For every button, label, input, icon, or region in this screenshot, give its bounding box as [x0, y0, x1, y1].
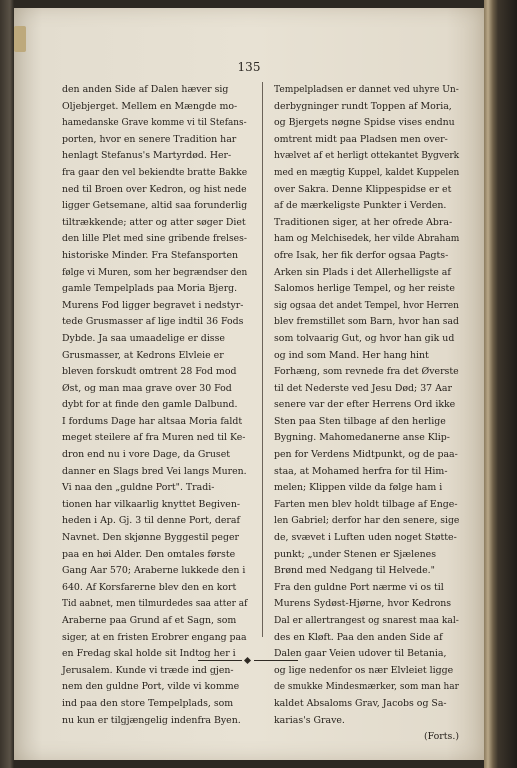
text-line: sig ogsaa det andet Tempel, hvor Herren	[274, 299, 459, 311]
text-line: Jerusalem. Kunde vi træde ind gjen-	[62, 664, 234, 676]
text-line: og ind som Mand. Her hang hint	[274, 349, 429, 361]
text-line: siger, at en fristen Erobrer engang paa	[62, 631, 247, 643]
left-text-column	[62, 82, 247, 729]
text-line: med en mægtig Kuppel, kaldet Kuppelen	[274, 166, 460, 178]
text-line: Murens Fod ligger begravet i nedstyr-	[62, 299, 244, 311]
text-line: tiltrækkende; atter og atter søger Diet	[62, 216, 246, 228]
text-line: kaldet Absaloms Grav, Jacobs og Sa-	[274, 697, 447, 709]
text-line: 640. Af Korsfarerne blev den en kort	[62, 581, 237, 593]
text-line: melen; Klippen vilde da følge ham i	[274, 482, 443, 494]
text-line: dybt for at finde den gamle Dalbund.	[62, 399, 238, 411]
text-line: Forhæng, som revnede fra det Øverste	[274, 366, 459, 378]
right-text-column	[274, 82, 459, 746]
text-line: punkt; „under Stenen er Sjælenes	[274, 548, 437, 560]
ornament-right-rule	[254, 660, 298, 661]
text-line: nem den guldne Port, vilde vi komme	[62, 681, 240, 693]
text-line: porten, hvor en senere Tradition har	[62, 133, 237, 145]
text-line: følge vi Muren, som her begrændser den	[62, 266, 248, 278]
text-line: Vi naa den „guldne Port". Tradi-	[62, 482, 215, 494]
text-line: dron end nu i vore Dage, da Gruset	[62, 449, 231, 461]
text-line: Tempelpladsen er dannet ved uhyre Un-	[274, 84, 459, 95]
text-line: ligger Getsemane, altid saa forunderlig	[62, 200, 248, 212]
text-line: tionen har vilkaarlig knyttet Begiven-	[62, 498, 241, 510]
text-line: fra gaar den vel bekiendte bratte Bakke	[62, 166, 248, 178]
text-line: Dalen gaar Veien udover til Betania,	[274, 648, 447, 660]
text-line: Brønd med Nedgang til Helvede."	[274, 565, 435, 577]
text-line: over Sakra. Denne Klippespidse er et	[274, 183, 452, 195]
text-line: Salomos herlige Tempel, og her reiste	[274, 283, 455, 295]
text-line: til det Nederste ved Jesu Død; 37 Aar	[274, 382, 452, 394]
text-line: bleven forskudt omtrent 28 Fod mod	[62, 366, 237, 378]
text-line: som tolvaarig Gut, og hvor han gik ud	[274, 332, 455, 344]
text-line: Gang Aar 570; Araberne lukkede den i	[62, 565, 246, 577]
page-number: 135	[237, 60, 261, 74]
text-line: Sten paa Sten tilbage af den herlige	[274, 415, 446, 427]
ornament-left-rule	[198, 660, 242, 661]
text-line: blev fremstillet som Barn, hvor han sad	[274, 316, 459, 328]
text-line: pen for Verdens Midtpunkt, og de paa-	[274, 449, 458, 461]
text-line: Murens Sydøst-Hjørne, hvor Kedrons	[274, 598, 452, 610]
text-line: og lige nedenfor os nær Elvleiet ligge	[274, 664, 454, 676]
text-line: tede Grusmasser af lige indtil 36 Fods	[62, 316, 244, 328]
text-line: Arken sin Plads i det Allerhelligste af	[274, 266, 451, 278]
text-line: den anden Side af Dalen hæver sig	[62, 84, 229, 95]
text-line: Oljebjerget. Mellem en Mængde mo-	[62, 100, 238, 112]
text-line: paa en høi Alder. Den omtales første	[62, 548, 236, 560]
text-line: nu kun er tilgjængelig indenfra Byen.	[62, 714, 241, 726]
text-line: Tid aabnet, men tilmurdedes saa atter af	[62, 598, 248, 610]
text-line: ham og Melchisedek, her vilde Abraham	[274, 233, 460, 245]
text-line: Dal er allertrangest og snarest maa kal-	[274, 615, 459, 626]
book-spine-edge	[484, 0, 517, 768]
text-line: Farten men blev holdt tilbage af Enge-	[274, 498, 458, 510]
text-line: Araberne paa Grund af et Sagn, som	[62, 615, 237, 626]
text-line: (Forts.)	[424, 731, 459, 743]
text-line: Bygning. Mahomedanerne anse Klip-	[274, 432, 450, 444]
text-line: historiske Minder. Fra Stefansporten	[62, 249, 239, 261]
text-line: Navnet. Den skjønne Byggestil peger	[62, 532, 240, 544]
text-line: den lille Plet med sine gribende frelses-	[62, 233, 247, 245]
text-line: I fordums Dage har altsaa Moria faldt	[62, 415, 243, 427]
text-line: heden i Ap. Gj. 3 til denne Port, deraf	[62, 515, 240, 527]
text-line: henlagt Stefanus's Martyrdød. Her-	[62, 150, 232, 162]
text-line: omtrent midt paa Pladsen men over-	[274, 133, 448, 145]
column-divider	[262, 82, 263, 637]
text-line: des en Kløft. Paa den anden Side af	[274, 631, 443, 643]
text-line: en Fredag skal holde sit Indtog her i	[62, 648, 236, 660]
end-ornament	[198, 658, 298, 664]
text-line: staa, at Mohamed herfra for til Him-	[274, 465, 448, 477]
text-line: ofre Isak, her fik derfor ogsaa Pagts-	[274, 249, 449, 261]
text-line: ned til Broen over Kedron, og hist nede	[62, 183, 247, 195]
text-line: af de mærkeligste Punkter i Verden.	[274, 200, 447, 212]
text-line: karias's Grave.	[274, 714, 345, 726]
text-line: derbygninger rundt Toppen af Moria,	[274, 100, 452, 112]
text-line: Fra den guldne Port nærme vi os til	[274, 581, 444, 593]
text-line: hamedanske Grave komme vi til Stefans-	[62, 117, 247, 129]
text-line: senere var der efter Herrens Ord ikke	[274, 399, 456, 411]
text-line: Øst, og man maa grave over 30 Fod	[62, 382, 232, 394]
ornament-diamond	[244, 657, 251, 664]
text-line: de smukke Mindesmærker, som man har	[274, 681, 459, 693]
text-line: meget steilere af fra Muren ned til Ke-	[62, 432, 246, 444]
page-tab-marker	[14, 26, 26, 52]
text-line: Dybde. Ja saa umaadelige er disse	[62, 332, 225, 344]
text-line: ind paa den store Tempelplads, som	[62, 697, 234, 709]
text-line: len Gabriel; derfor har den senere, sige	[274, 515, 460, 527]
text-line: og Bjergets nøgne Spidse vises endnu	[274, 117, 455, 129]
text-line: Traditionen siger, at her ofrede Abra-	[274, 216, 453, 228]
paper-page	[14, 8, 484, 760]
text-line: de, svævet i Luften uden noget Støtte-	[274, 532, 457, 544]
text-line: danner en Slags bred Vei langs Muren.	[62, 465, 247, 477]
text-line: gamle Tempelplads paa Moria Bjerg.	[62, 283, 238, 295]
text-line: hvælvet af et herligt ottekantet Bygverk	[274, 150, 460, 162]
text-line: Grusmasser, at Kedrons Elvleie er	[62, 349, 224, 361]
